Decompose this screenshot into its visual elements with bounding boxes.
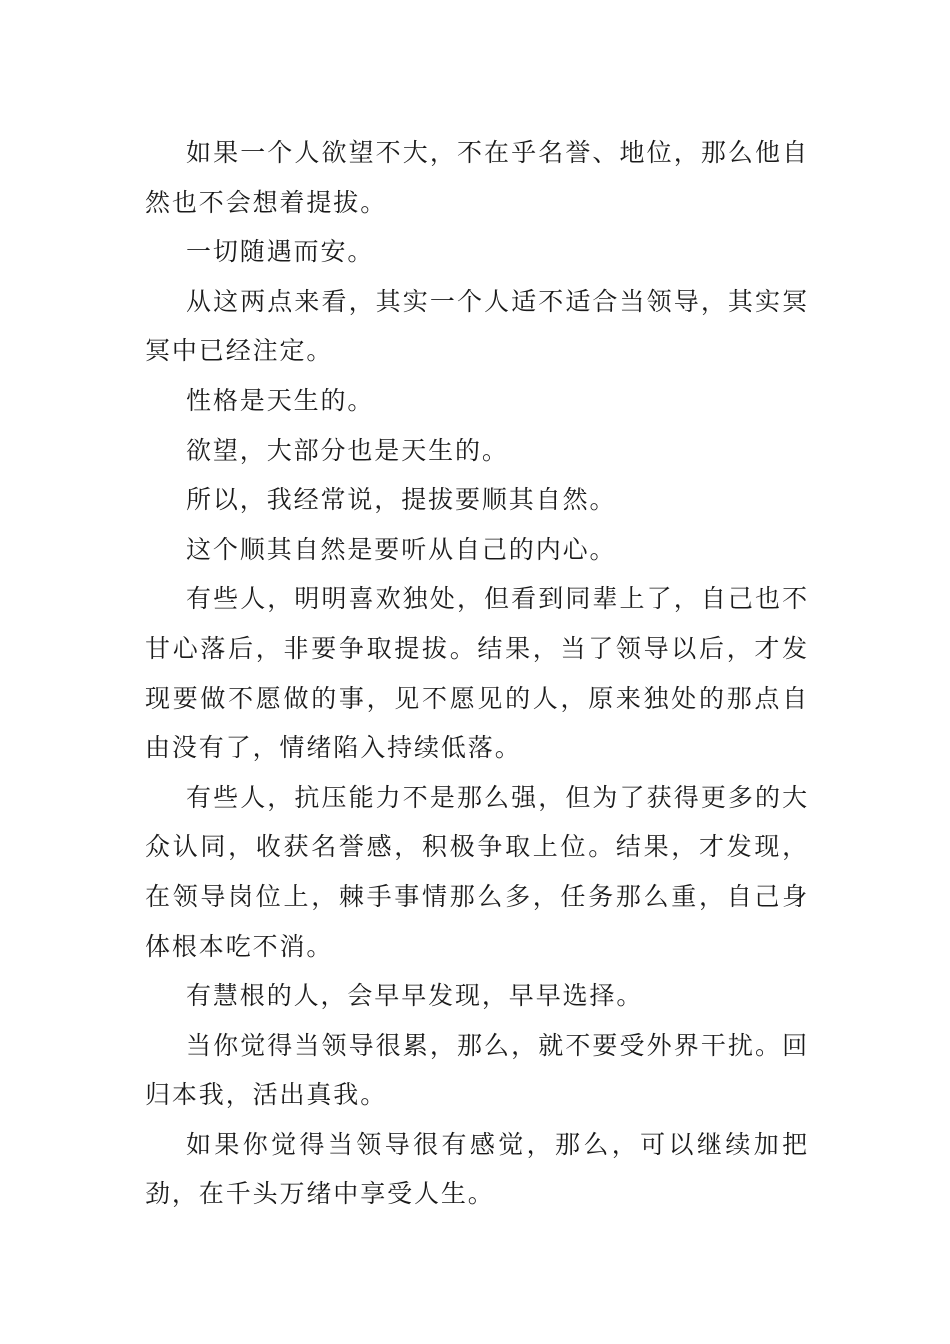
paragraph-6: 所以，我经常说，提拔要顺其自然。 [186, 485, 617, 515]
paragraph-4: 性格是天生的。 [186, 385, 375, 415]
paragraph-3: 从这两点来看，其实一个人适不适合当领导，其实冥冥中已经注定。 [145, 286, 809, 366]
paragraph-9: 有些人，抗压能力不是那么强，但为了获得更多的大众认同，收获名誉感，积极争取上位。结果，才发现，在领导岗位上，棘手事情那么多，任务那么重，自己身体根本吃不消。 [145, 782, 809, 961]
paragraph-12: 如果你觉得当领导很有感觉，那么，可以继续加把劲，在千头万绪中享受人生。 [145, 1129, 809, 1209]
paragraph-11: 当你觉得当领导很累，那么，就不要受外界干扰。回归本我，活出真我。 [145, 1030, 809, 1110]
paragraph-2: 一切随遇而安。 [186, 237, 375, 267]
paragraph-8: 有些人，明明喜欢独处，但看到同辈上了，自己也不甘心落后，非要争取提拔。结果，当了领导以后，才发现要做不愿做的事，见不愿见的人，原来独处的那点自由没有了，情绪陷入持续低落。 [145, 584, 809, 763]
paragraph-10: 有慧根的人，会早早发现，早早选择。 [186, 981, 644, 1011]
paragraph-7: 这个顺其自然是要听从自己的内心。 [186, 534, 617, 564]
document-body [145, 128, 809, 1219]
paragraph-1: 如果一个人欲望不大，不在乎名誉、地位，那么他自然也不会想着提拔。 [145, 138, 809, 217]
paragraph-5: 欲望，大部分也是天生的。 [186, 435, 509, 465]
